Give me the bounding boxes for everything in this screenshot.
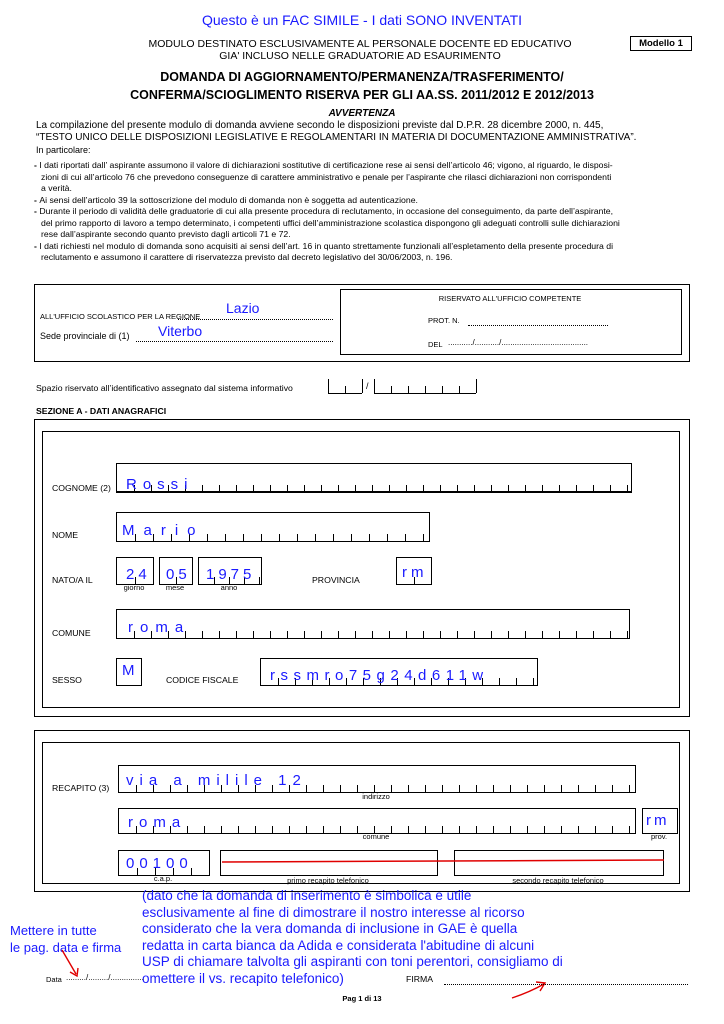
sesso-label: SESSO <box>52 675 82 685</box>
tel1-caption: primo recapito telefonico <box>287 876 369 885</box>
title-line-1: DOMANDA DI AGGIORNAMENTO/PERMANENZA/TRASFERIMENTO/ <box>160 70 564 84</box>
title-line-2: CONFERMA/SCIOGLIMENTO RISERVA PER GLI AA.SS. 2011/2012 E 2012/2013 <box>130 88 594 102</box>
model-badge: Modello 1 <box>630 36 692 51</box>
regione-label: ALL'UFFICIO SCOLASTICO PER LA REGIONE <box>40 312 201 321</box>
avvertenza-heading: AVVERTENZA <box>328 108 396 119</box>
giorno-value: 24 <box>126 566 151 583</box>
del-label: DEL <box>428 340 443 349</box>
cf-label: CODICE FISCALE <box>166 675 239 685</box>
subtitle-1: MODULO DESTINATO ESCLUSIVAMENTE AL PERSONALE DOCENTE ED EDUCATIVO <box>148 38 572 50</box>
spazio-label: Spazio riservato all’identificativo assegnato dal sistema informativo <box>36 383 293 393</box>
provincia-label: PROVINCIA <box>312 575 360 585</box>
provincia-value: rm <box>402 564 428 581</box>
recapito-prov-value: rm <box>646 812 670 829</box>
anno-caption: anno <box>220 583 238 592</box>
blue-note: (dato che la domanda di inserimento è simbolica e utile esclusivamente al fine di dimostrare il nostro interesse al ricorso considerato che la vera domanda di inclusione in GAE è quella redatta in carta bianca da Adida e considerata l'abitudine di alcuni USP di chiamare talvolta gli aspiranti con toni perentori, consigliamo di omettere il vs. recapito telefonico) <box>142 888 563 986</box>
mese-value: 05 <box>166 566 191 583</box>
sesso-value: M <box>122 662 135 679</box>
riservato-label: RISERVATO ALL'UFFICIO COMPETENTE <box>438 294 582 303</box>
cognome-label: COGNOME (2) <box>52 483 111 493</box>
comune-value: roma <box>128 619 191 636</box>
mese-caption: mese <box>165 583 185 592</box>
firma-line[interactable] <box>444 983 688 985</box>
indirizzo-value: via a milile 12 <box>126 772 307 789</box>
sezione-a-heading: SEZIONE A - DATI ANAGRAFICI <box>36 406 167 416</box>
nato-label: NATO/A IL <box>52 575 93 585</box>
recapito-label: RECAPITO (3) <box>52 783 110 793</box>
cap-caption: c.a.p. <box>153 874 173 883</box>
regione-value[interactable]: Lazio <box>226 300 260 316</box>
indirizzo-caption: indirizzo <box>362 792 390 801</box>
del-date-line: .........../.........../....................................... <box>448 338 589 347</box>
comune-label: COMUNE <box>52 628 91 638</box>
page-number: Pag 1 di 13 <box>342 994 382 1003</box>
recapito-comune-caption: comune <box>362 832 390 841</box>
prot-label: PROT. N. <box>428 316 460 325</box>
side-note: Mettere in tutte le pag. data e firma <box>10 923 122 955</box>
tel2-caption: secondo recapito telefonico <box>512 876 604 885</box>
sede-value[interactable]: Viterbo <box>158 323 203 339</box>
subtitle-2: GIA' INCLUSO NELLE GRADUATORIE AD ESAURIMENTO <box>219 50 501 62</box>
recapito-comune-value: roma <box>128 814 187 831</box>
avvertenza-text: La compilazione del presente modulo di domanda avviene secondo le disposizioni previste dal D.P.R. 28 dicembre 2000, n. 445, “TESTO UNICO DELLE DISPOSIZIONI LEGISLATIVE E REGOLAMENTARI IN MATERIA DI DOCUMENTAZIONE AMMINISTRATIVA”. In particolare: <box>36 120 637 155</box>
data-label: Data <box>46 975 62 984</box>
cognome-value: Rossi <box>126 476 194 493</box>
avvertenza-bullets: - I dati riportati dall’ aspirante assumono il valore di dichiarazioni sostitutive di certificazione rese ai sensi dell’articolo 46; vigono, al riguardo, le disposi- zioni di cui all’articolo 76 che prevedono conseguenze di carattere amministrativo e penale per l’aspirante che rilasci dichiarazioni non corrispondenti a verità. - Ai sensi dell’articolo 39 la sottoscrizione del modulo di domanda non è soggetta ad autenticazione. - Durante il periodo di validità delle graduatorie di cui alla presente procedura di reclutamento, in occasione del conseguimento, da parte dell’aspirante, del primo rapporto di lavoro a tempo determinato, i competenti uffici dell’amministrazione scolastica dispongono gli adeguati controlli sulle dichiarazioni rese dall’aspirante secondo quanto previsto dagli articoli 71 e 72. - I dati richiesti nel modulo di domanda sono acquisiti ai sensi dell’art. 16 in quanto strettamente funzionali all’espletamento della presente procedura di reclutamento e assumono il carattere di riservatezza previsto dal decreto legislativo del 30/06/2003, n. 196. <box>34 160 620 262</box>
sede-label: Sede provinciale di (1) <box>40 331 130 341</box>
spazio-slash: / <box>366 381 369 391</box>
anno-value: 1975 <box>206 566 256 583</box>
fac-simile-banner: Questo è un FAC SIMILE - I dati SONO INVENTATI <box>201 12 523 28</box>
firma-label: FIRMA <box>406 974 434 984</box>
giorno-caption: giorno <box>123 583 145 592</box>
nome-label: NOME <box>52 530 79 540</box>
cf-value: rssmro75g24d611w <box>270 667 489 684</box>
data-date-line[interactable]: ........./........./............... <box>66 973 144 982</box>
recapito-prov-caption: prov. <box>650 832 668 841</box>
nome-value: Mario <box>122 522 205 539</box>
cap-value: 00100 <box>126 855 193 872</box>
